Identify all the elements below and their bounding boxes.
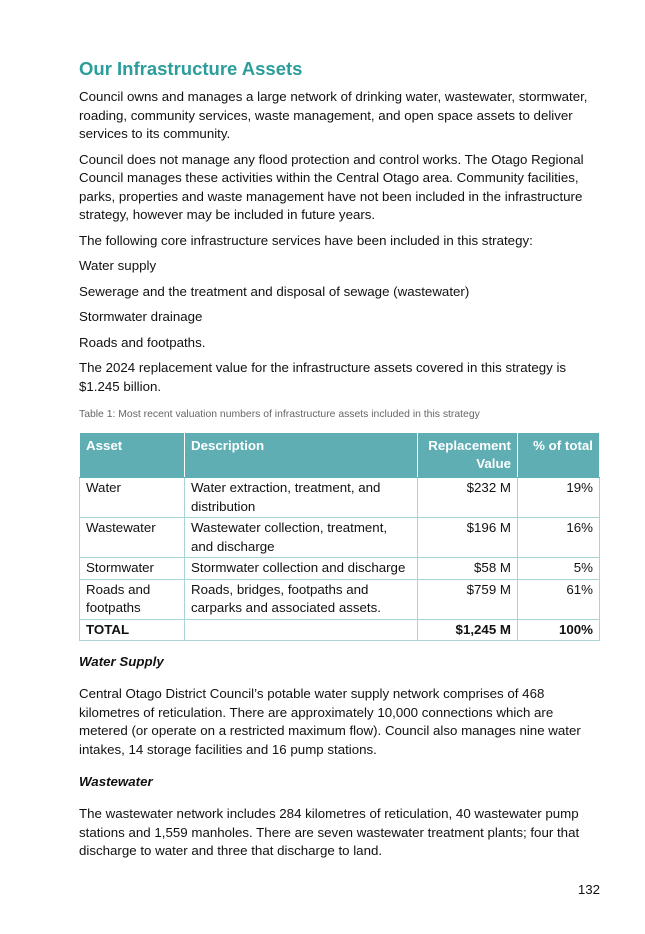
section-body-wastewater: The wastewater network includes 284 kilometres of reticulation, 40 wastewater pump stations and 1,559 manholes. There are seven wastewater treatment plants; four that discharge to water and three that discharge to land. xyxy=(79,806,580,858)
replacement-value-paragraph: The 2024 replacement value for the infrastructure assets covered in this strategy is $1.245 billion. xyxy=(79,360,567,394)
valuation-table xyxy=(79,432,600,641)
header-description: Description xyxy=(185,433,418,478)
cell-description: Stormwater collection and discharge xyxy=(185,558,418,580)
cell-percent: 19% xyxy=(518,478,600,518)
service-roads: Roads and footpaths. xyxy=(79,334,206,350)
service-water-supply: Water supply xyxy=(79,258,157,273)
cell-percent: 61% xyxy=(518,579,600,619)
cell-total-percent: 100% xyxy=(518,619,600,641)
header-asset: Asset xyxy=(80,433,185,478)
section-heading-wastewater: Wastewater xyxy=(79,774,153,789)
table-total-row xyxy=(80,619,600,641)
service-wastewater: Sewerage and the treatment and disposal of sewage (wastewater) xyxy=(79,283,470,299)
table-row xyxy=(80,579,600,619)
table-row xyxy=(80,558,600,580)
section-heading-water-supply: Water Supply xyxy=(79,654,164,669)
intro-paragraph: Council owns and manages a large network of drinking water, wastewater, stormwater, roading, community services, waste management, and open space assets to deliver services to its community. xyxy=(79,89,588,141)
service-stormwater: Stormwater drainage xyxy=(79,309,203,324)
cell-percent: 5% xyxy=(518,558,600,580)
cell-value: $58 M xyxy=(418,558,518,580)
page-number: 132 xyxy=(577,882,600,897)
cell-value: $759 M xyxy=(418,579,518,619)
table-row xyxy=(80,518,600,558)
cell-percent: 16% xyxy=(518,518,600,558)
document-page xyxy=(79,57,601,868)
cell-total-label: TOTAL xyxy=(80,619,185,641)
cell-description: Roads, bridges, footpaths and carparks and associated assets. xyxy=(185,579,418,619)
cell-asset: Roads and footpaths xyxy=(80,579,185,619)
cell-value: $232 M xyxy=(418,478,518,518)
cell-asset: Wastewater xyxy=(80,518,185,558)
section-body-water-supply: Central Otago District Council’s potable water supply network comprises of 468 kilometres of reticulation. There are approximately 10,000 connections which are metered (or operate on a restricted maximum flow). Council also manages nine water intakes, 14 storage facilities and 16 pump stations. xyxy=(79,686,581,757)
cell-value: $196 M xyxy=(418,518,518,558)
flood-paragraph: Council does not manage any flood protection and control works. The Otago Regional Council manages these activities within the Central Otago area. Community facilities, parks, properties and waste management have not been included in the infrastructure strategy, however may be included in future years. xyxy=(79,151,584,222)
services-intro: The following core infrastructure services have been included in this strategy: xyxy=(79,232,533,248)
cell-asset: Water xyxy=(80,478,185,518)
page-title: Our Infrastructure Assets xyxy=(79,58,303,79)
header-percent-total: % of total xyxy=(518,433,600,478)
header-replacement-value: Replacement Value xyxy=(418,433,518,478)
table-header-row xyxy=(80,433,600,478)
table-row xyxy=(80,478,600,518)
cell-asset: Stormwater xyxy=(80,558,185,580)
cell-total-value: $1,245 M xyxy=(418,619,518,641)
cell-description: Water extraction, treatment, and distribution xyxy=(185,478,418,518)
cell-total-description xyxy=(185,619,418,641)
cell-description: Wastewater collection, treatment, and discharge xyxy=(185,518,418,558)
table-caption: Table 1: Most recent valuation numbers of infrastructure assets included in this strategy xyxy=(79,409,480,420)
